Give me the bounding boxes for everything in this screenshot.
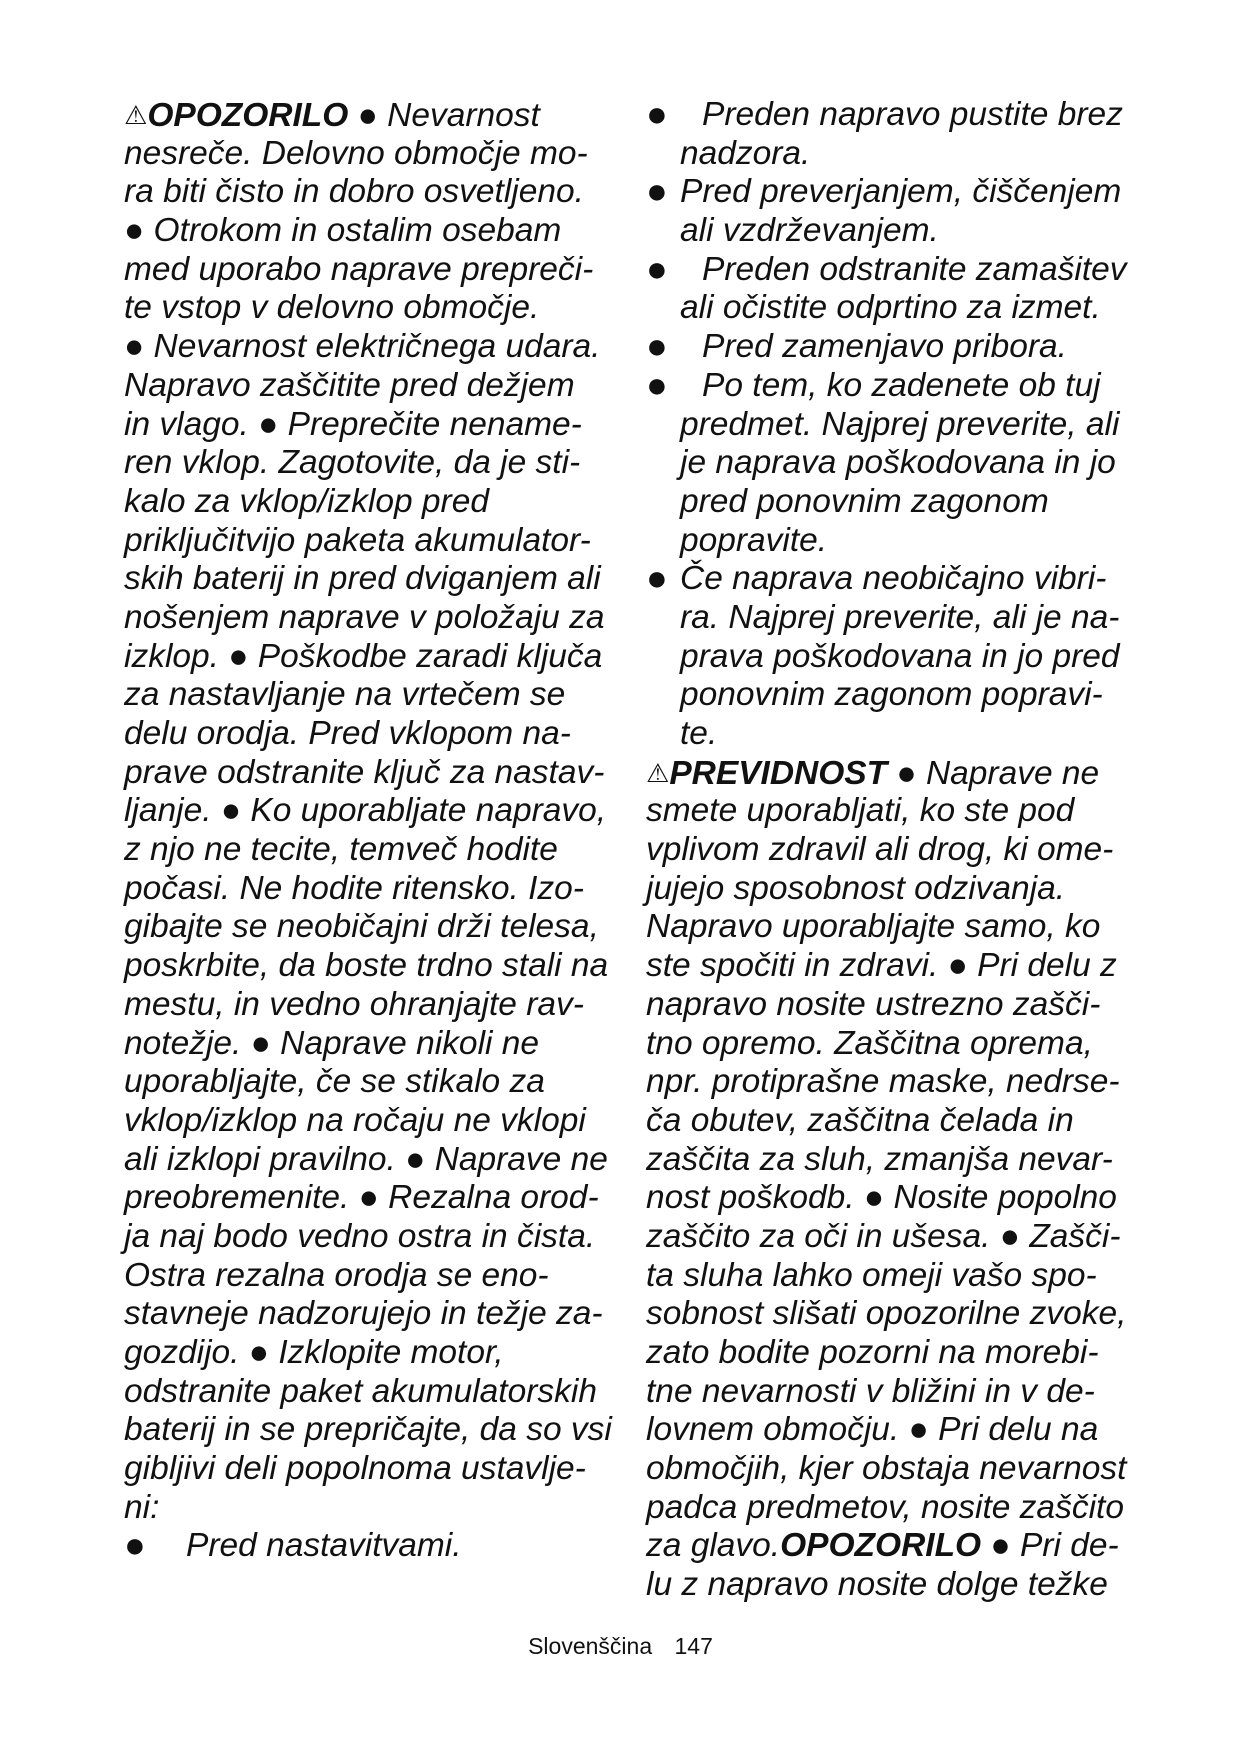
text-line: zaščita za sluh, zmanjša nevar- [646, 1140, 1113, 1178]
text-line: jujejo sposobnost odzivanja. [646, 869, 1066, 907]
bullet-continuation: predmet. Najprej preverite, ali [680, 405, 1120, 443]
text-line: te vstop v delovno območje. [124, 289, 540, 327]
text-line: gozdijo. ● Izklopite motor, [124, 1334, 504, 1371]
text-line: delu orodja. Pred vklopom na- [124, 715, 571, 752]
text-line: nesreče. Delovno območje mo- [124, 134, 588, 172]
text-line: npr. protiprašne maske, nedrse- [646, 1063, 1120, 1101]
text-line: vplivom zdravil ali drog, ki ome- [646, 831, 1114, 869]
bullet-text: Preden odstranite zamašitev [702, 250, 1127, 288]
bullet-item [646, 247, 1127, 290]
text-line: območjih, kjer obstaja nevarnost [646, 1450, 1127, 1488]
warning-inline-before: za glavo. [646, 1527, 781, 1565]
page-number: 147 [674, 1633, 713, 1659]
caution-paragraph [646, 792, 1127, 1527]
text-line: mestu, in vedno ohranjajte rav- [124, 985, 584, 1023]
warning-heading-text: ● Nevarnost [348, 97, 540, 134]
text-line: preobremenite. ● Rezalna orod- [124, 1179, 599, 1217]
text-line: počasi. Ne hodite ritensko. Izo- [124, 869, 584, 907]
text-line: tne nevarnosti v bližini in v de- [646, 1372, 1095, 1410]
bullet-continuation: ali vzdrževanjem. [680, 212, 939, 250]
text-line: prave odstranite ključ za nastav- [124, 753, 605, 791]
warning-inline-label: OPOZORILO [780, 1527, 982, 1565]
text-line: vklop/izklop na ročaju ne vklopi [124, 1101, 586, 1139]
text-line: sobnost slišati opozorilne zvoke, [646, 1295, 1127, 1333]
left-column [124, 96, 612, 1566]
text-line: ča obutev, zaščitna čelada in [646, 1101, 1074, 1139]
footer-language: Slovenščina [528, 1633, 653, 1659]
bullet-continuation: prava poškodovana in jo pred [680, 637, 1120, 675]
bullet-text: Po tem, ko zadenete ob tuj [702, 366, 1101, 404]
bullet-text: Če naprava neobičajno vibri- [680, 560, 1107, 598]
bullet-icon: ● [646, 93, 668, 134]
text-line: in vlago. ● Preprečite nename- [124, 405, 582, 443]
warning-inline-line [646, 1527, 1124, 1566]
bullet-icon: ● [124, 1524, 146, 1566]
bullet-item [646, 325, 1124, 367]
bullet-item [646, 170, 1124, 212]
text-line: ta sluha lahko omeji vašo spo- [646, 1256, 1097, 1294]
left-paragraph [124, 134, 612, 1528]
text-line: uporabljajte, če se stikalo za [124, 1063, 545, 1101]
bullet-item [646, 363, 1124, 406]
page-footer [0, 1633, 1241, 1660]
text-line: ste spočiti in zdravi. ● Pri delu z [646, 947, 1117, 985]
text-line: poskrbite, da boste trdno stali na [124, 947, 609, 985]
text-line: Napravo zaščitite pred dežjem [124, 366, 575, 404]
bullet-item [646, 93, 1124, 135]
text-line: nošenjem naprave v položaju za [124, 598, 605, 636]
text-line: gibajte se neobičajni drži telesa, [124, 908, 599, 946]
text-line: lovnem območju. ● Pri delu na [646, 1411, 1099, 1449]
caution-triangle-icon: ⚠ [646, 757, 670, 788]
bullet-text: Pred nastavitvami. [186, 1527, 462, 1565]
text-line: nost poškodb. ● Nosite popolno [646, 1179, 1117, 1217]
bullet-continuation: ponovnim zagonom popravi- [680, 676, 1103, 714]
text-line: padca predmetov, nosite zaščito [646, 1488, 1124, 1526]
text-line: med uporabo naprave prepreči- [124, 250, 594, 288]
caution-heading-text: ● Naprave ne [887, 754, 1100, 792]
text-line: ren vklop. Zagotovite, da je sti- [124, 444, 581, 482]
text-line: notežje. ● Naprave nikoli ne [124, 1024, 540, 1062]
bullet-continuation: ali očistite odprtino za izmet. [680, 289, 1101, 327]
text-line: zato bodite pozorni na morebi- [646, 1334, 1099, 1371]
warning-triangle-icon: ⚠ [124, 100, 148, 130]
text-line: zaščito za oči in ušesa. ● Zašči- [646, 1217, 1121, 1255]
text-line: baterij in se prepričajte, da so vsi [124, 1411, 612, 1449]
bullet-icon: ● [646, 325, 668, 367]
bullet-continuation: popravite. [680, 521, 828, 559]
warning-heading [124, 96, 602, 135]
text-line: ljanje. ● Ko uporabljate napravo, [124, 792, 607, 830]
bullet-icon: ● [646, 247, 668, 289]
caution-label: PREVIDNOST [669, 754, 888, 792]
warning-label: OPOZORILO [147, 97, 349, 134]
bullet-list [646, 93, 1127, 754]
text-line: ali izklopi pravilno. ● Naprave ne [124, 1140, 608, 1178]
bullet-continuation: te. [680, 715, 718, 752]
bullet-text: Preden napravo pustite brez [702, 96, 1123, 133]
text-line: tno opremo. Zaščitna oprema, [646, 1024, 1093, 1062]
bullet-text: Pred zamenjavo pribora. [702, 328, 1067, 366]
text-line: ● Nevarnost električnega udara. [124, 328, 601, 366]
text-line: priključitvijo paketa akumulator- [124, 521, 591, 559]
bullet-continuation: ra. Najprej preverite, ali je na- [680, 598, 1120, 636]
text-line: ra biti čisto in dobro osvetljeno. [124, 173, 584, 211]
text-line: skih baterij in pred dviganjem ali [124, 560, 601, 598]
text-line: stavneje nadzorujejo in težje za- [124, 1295, 603, 1333]
text-line: ni: [124, 1488, 160, 1526]
text-line: ja naj bodo vedno ostra in čista. [124, 1217, 596, 1255]
text-line: kalo za vklop/izklop pred [124, 482, 489, 520]
text-line: gibljivi deli popolnoma ustavlje- [124, 1450, 586, 1488]
text-line: ● Otrokom in ostalim osebam [124, 212, 562, 250]
text-line: smete uporabljati, ko ste pod [646, 792, 1075, 830]
warning-inline-after: ● Pri de- [981, 1527, 1119, 1565]
bullet-text: Pred preverjanjem, čiščenjem [680, 173, 1122, 211]
text-line: za nastavljanje na vrtečem se [124, 676, 566, 714]
bullet-icon: ● [646, 363, 668, 405]
caution-heading [646, 754, 1124, 793]
bullet-continuation: nadzora. [680, 134, 811, 172]
bullet-item [124, 1524, 602, 1566]
bullet-icon: ● [646, 170, 668, 212]
final-line: lu z napravo nosite dolge težke [646, 1566, 1108, 1604]
text-line: Ostra rezalna orodja se eno- [124, 1256, 549, 1294]
text-line: izklop. ● Poškodbe zaradi ključa [124, 637, 603, 675]
bullet-continuation: pred ponovnim zagonom [680, 482, 1049, 520]
text-line: napravo nosite ustrezno zašči- [646, 985, 1101, 1023]
bullet-item [646, 557, 1124, 599]
right-column [646, 93, 1127, 1605]
text-line: Napravo uporabljajte samo, ko [646, 908, 1101, 946]
bullet-continuation: je naprava poškodovana in jo [680, 444, 1116, 482]
text-line: z njo ne tecite, temveč hodite [124, 831, 558, 869]
text-line: odstranite paket akumulatorskih [124, 1372, 597, 1410]
bullet-icon: ● [646, 557, 668, 599]
